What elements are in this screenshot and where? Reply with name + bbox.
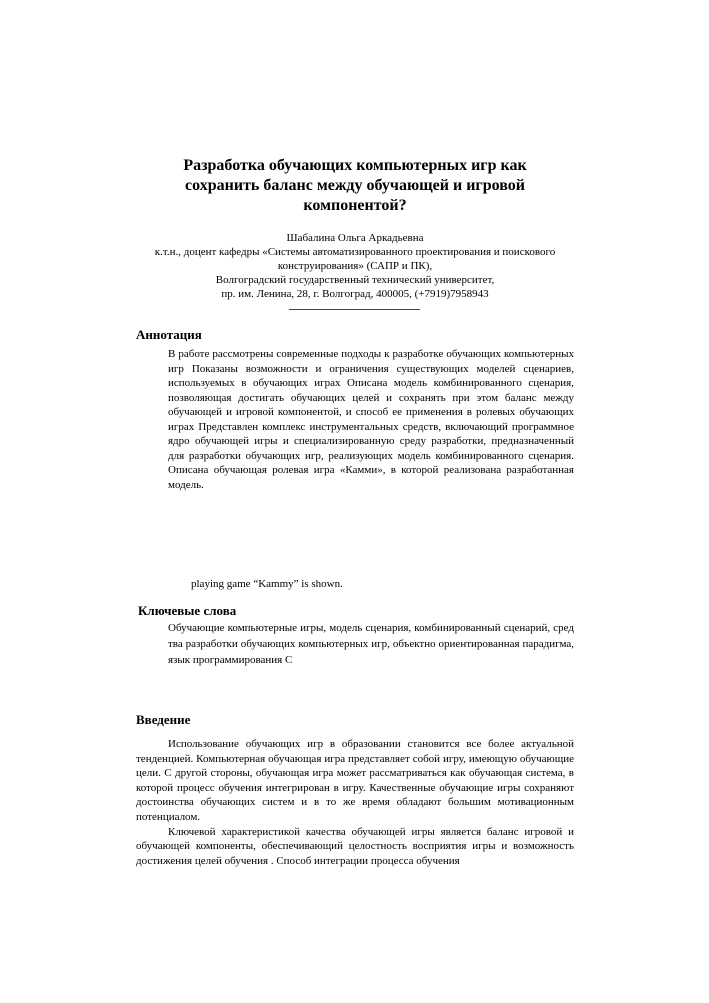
email-link-underline[interactable] [289, 309, 420, 310]
abstract-text: В работе рассмотрены современные подходы к разработке обучающих компьютерных игр Показаны возможности и ограничения существующих моделей сценариев, используемых в обучающих играх Описана модель комбинированного сценария, позволяющая достигать обучающих целей и сохранять при этом баланс между обучающей и игровой компонентой, и способ ее применения в ролевых обучающих играх Представлен комплекс инструментальных средств, включающий программное ядро обучающей игры и специализированную среду разработки, предназначенный для разработки обучающих игр, реализующих модель комбинированного сценария. Описана обучающая ролевая игра «Камми», в которой реализована разработанная модель. [168, 348, 574, 491]
author-name: Шабалина Ольга Аркадьевна [286, 232, 424, 244]
introduction-body [136, 737, 574, 868]
title-line: Разработка обучающих компьютерных игр как [183, 157, 527, 174]
keywords-text: Обучающие компьютерные игры, модель сценария, комбинированный сценарий, сред тва разработки обучающих компьютерных игр, объектно ориентированная парадигма, язык программирования С [168, 622, 574, 666]
abstract-heading: Аннотация [136, 327, 202, 342]
introduction-heading: Введение [136, 712, 191, 727]
paragraph: Ключевой характеристикой качества обучающей игры является баланс игровой и обучающей компоненты, обеспечивающий целостность восприятия игры и возможность достижения целей обучения . Способ интеграции процесса обучения [136, 825, 574, 867]
title-line: компонентой? [303, 197, 407, 214]
title-line: сохранить баланс между обучающей и игровой [185, 177, 525, 194]
affiliation-line: Волгоградский государственный технический университет, [215, 274, 495, 286]
author-block [118, 231, 592, 301]
affiliation-line: пр. им. Ленина, 28, г. Волгоград, 400005, (+7919)7958943 [221, 288, 489, 300]
paragraph: Использование обучающих игр в образовании становится все более актуальной тенденцией. Компьютерная обучающая игра представляет собой игру, имеющую обучающие цели. С другой стороны, обучающая игра может рассматриваться как обучающая система, в которой процесс обучения интегрирован в игру. Качественные обучающие игры сохраняют достоинства обучающих систем и в то же время обладают большим мотивационным потенциалом. [136, 738, 574, 823]
english-abstract-fragment: playing game “Kammy” is shown. [191, 578, 343, 590]
paper-title [150, 156, 560, 216]
keywords-heading: Ключевые слова [138, 603, 237, 618]
affiliation-line: конструирования» (САПР и ПК), [277, 260, 433, 272]
affiliation-line: к.т.н., доцент кафедры «Системы автоматизированного проектирования и поискового [154, 246, 556, 258]
